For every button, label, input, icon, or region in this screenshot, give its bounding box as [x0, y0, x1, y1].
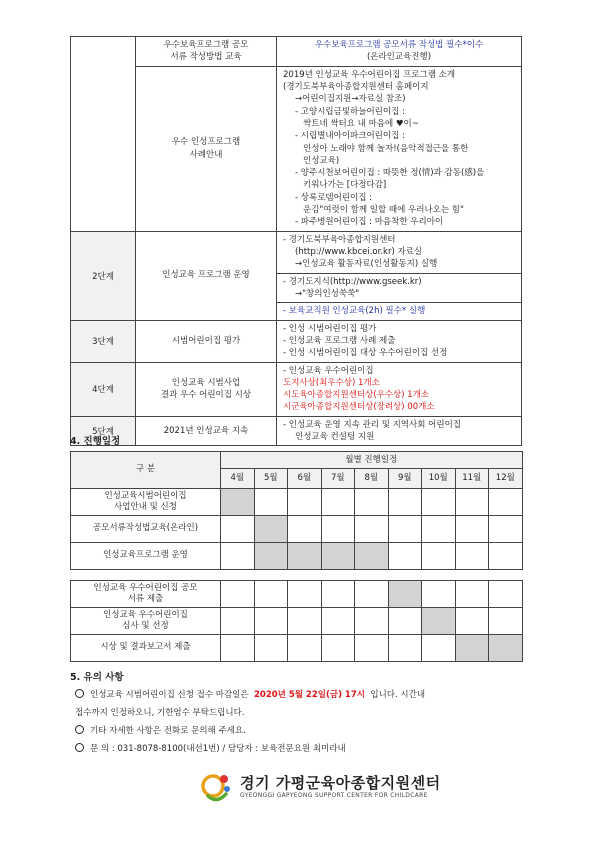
- stage-title-line: 시범어린이집 평가: [171, 335, 241, 346]
- schedule-month-cell: [489, 581, 523, 608]
- schedule-month-cell: [422, 581, 456, 608]
- schedule-row-label: [71, 608, 221, 635]
- desc-line: - 인성교육 프로그램 사례 제출: [283, 335, 396, 346]
- schedule-month-cell: [388, 608, 422, 635]
- schedule-label-line: 인성교육시범어린이집: [104, 490, 187, 501]
- schedule-month-cell: [288, 489, 322, 516]
- desc-line: - 보육교직원 인성교육(2h) 필수* 실행: [283, 306, 426, 317]
- schedule-month-cell: [221, 635, 255, 662]
- desc-line: 인성교육 컨설팅 지원: [295, 432, 375, 443]
- schedule-month-cell: [422, 635, 456, 662]
- stage-title-line: 결과 우수 어린이집 시상: [160, 390, 252, 401]
- schedule-month-cell: [388, 581, 422, 608]
- desc-line: 우수보육프로그램 공모서류 작성법 필수*이수: [314, 40, 484, 50]
- schedule-month-cell: [321, 635, 355, 662]
- stage-title-line: 서류 작성방법 교육: [170, 52, 242, 63]
- schedule-month-cell: [489, 489, 523, 516]
- stage-title-cell: [136, 320, 277, 362]
- org-name: 경기 가평군육아종합지원센터: [240, 774, 441, 792]
- stage-cell: 2단계: [71, 231, 136, 320]
- schedule-month-cell: [489, 635, 523, 662]
- schedule-row-label: [71, 543, 221, 570]
- schedule-row-label: [71, 516, 221, 543]
- schedule-gap-row: [71, 570, 523, 581]
- schedule-month-cell: [388, 516, 422, 543]
- program-row: [71, 320, 522, 362]
- note-item-deadline-cont: 접수까지 인정하오니, 기한엄수 부탁드립니다.: [75, 708, 245, 718]
- note-text: 입니다. 시간내: [370, 690, 426, 700]
- note-item-contact: [75, 722, 545, 740]
- schedule-month-cell: [455, 608, 489, 635]
- schedule-row-label: [71, 581, 221, 608]
- note-text: 기타 자세한 사항은 전화로 문의해 주세요.: [90, 726, 246, 736]
- stage-title-line: 우수보육프로그램 공모: [163, 40, 249, 50]
- program-row: [71, 66, 522, 231]
- note-text: 문 의 : 031-8078-8100(내선1번) / 담당자 : 보육전문요원 최미라내: [90, 744, 346, 754]
- schedule-month-cell: [422, 516, 456, 543]
- desc-line: - 경기도지식(http://www.gseek.kr): [283, 276, 422, 287]
- schedule-label-line: 인성교육 우수어린이집 공모: [93, 582, 198, 593]
- stage-title-cell: [136, 37, 277, 67]
- schedule-month-cell: [254, 608, 288, 635]
- stage-cell: 3단계: [71, 320, 136, 362]
- schedule-month-cell: [489, 608, 523, 635]
- desc-line: 시군육아종합지원센터상(장려상) 00개소: [283, 402, 435, 413]
- desc-line: 2019년 인성교육 우수어린이집 프로그램 소개: [283, 69, 456, 80]
- circle-bullet-icon: [75, 689, 84, 698]
- schedule-row: [71, 581, 523, 608]
- schedule-month-cell: [455, 489, 489, 516]
- program-row: [71, 362, 522, 416]
- desc-line: - 인성 시범어린이집 대상 우수어린이집 선정: [283, 348, 448, 359]
- schedule-month-cell: [422, 489, 456, 516]
- stage-title-line: 인성교육 프로그램 운영: [162, 270, 250, 281]
- schedule-month-cell: [489, 516, 523, 543]
- schedule-month-cell: [388, 635, 422, 662]
- schedule-label-line: 공모서류작성법교육(온라인): [92, 523, 199, 534]
- schedule-row-label: [71, 489, 221, 516]
- desc-line: - 인성 시범어린이집 평가: [283, 323, 377, 334]
- schedule-month-cell: [321, 516, 355, 543]
- desc-line: (http://www.kbcei.or.kr) 자료실: [295, 247, 423, 257]
- schedule-label-line: 인성교육 우수어린이집: [103, 609, 188, 620]
- schedule-month-cell: [355, 543, 389, 570]
- notes-heading: 5. 유의 사항: [70, 672, 124, 683]
- desc-line: - 상록로뎀어린이집 :: [295, 192, 373, 203]
- stage-cell: [71, 37, 136, 67]
- stage-title-cell: [136, 416, 277, 446]
- desc-line: 운김"여럿이 함께 일할 때에 우러나오는 힘": [303, 205, 464, 216]
- schedule-table: [70, 451, 523, 662]
- stage-desc-cell: [277, 416, 522, 446]
- schedule-month-cell: [221, 489, 255, 516]
- schedule-month-cell: [221, 581, 255, 608]
- month-header: 10월: [422, 469, 456, 489]
- schedule-heading: 4. 진행일정: [70, 436, 121, 447]
- stage-title-line: 사례안내: [189, 149, 223, 160]
- desc-line: - 파주병원어린이집 : 마음착한 우리아이: [295, 217, 444, 228]
- month-header: 7월: [321, 469, 355, 489]
- desc-line: 인성교육): [303, 155, 340, 166]
- schedule-month-cell: [254, 581, 288, 608]
- schedule-month-cell: [489, 543, 523, 570]
- stage-cell: 5단계: [71, 416, 136, 446]
- desc-line: - 양주시천보어린이집 : 따뜻한 정(情)과 감동(感)을: [295, 168, 485, 179]
- org-name-en: GYEONGGI GAPYEONG SUPPORT CENTER FOR CHILDCARE: [240, 792, 428, 799]
- desc-line: (경기도북부육아종합지원센터 홈페이지: [283, 81, 429, 92]
- schedule-month-cell: [355, 581, 389, 608]
- stage-desc-cell: [277, 320, 522, 362]
- circle-bullet-icon: [75, 743, 84, 752]
- notes-section: [75, 686, 545, 758]
- deadline-text: 2020년 5월 22일(금) 17시: [254, 690, 365, 700]
- month-header: 9월: [388, 469, 422, 489]
- stage-desc-cell: [277, 362, 522, 416]
- month-header: 11월: [455, 469, 489, 489]
- desc-line: 도지사상(최우수상) 1개소: [283, 377, 380, 388]
- schedule-label-line: 심사 및 선정: [122, 621, 169, 631]
- schedule-row: [71, 543, 523, 570]
- schedule-month-cell: [388, 489, 422, 516]
- desc-line: (온라인교육진행): [366, 52, 432, 63]
- schedule-month-cell: [422, 608, 456, 635]
- schedule-month-cell: [388, 543, 422, 570]
- schedule-row: [71, 635, 523, 662]
- schedule-month-cell: [355, 489, 389, 516]
- desc-line: - 고양시립금빛하늘어린이집 :: [295, 106, 405, 117]
- month-header: 4월: [221, 469, 255, 489]
- schedule-month-cell: [455, 635, 489, 662]
- schedule-month-cell: [321, 581, 355, 608]
- program-row: [71, 37, 522, 67]
- desc-line: 싹트네 싹터요 내 마음에 ♥이~: [303, 118, 419, 129]
- note-item-deadline: [75, 686, 545, 704]
- schedule-month-cell: [221, 543, 255, 570]
- program-row: [71, 231, 522, 320]
- schedule-month-cell: [422, 543, 456, 570]
- schedule-col-header: 구 분: [71, 452, 221, 489]
- desc-line: →"창의인성쑥쑥": [295, 288, 360, 299]
- schedule-label-line: 서류 제출: [127, 594, 164, 604]
- schedule-month-cell: [321, 543, 355, 570]
- schedule-row: [71, 516, 523, 543]
- schedule-month-cell: [455, 516, 489, 543]
- stage-desc-cell: [277, 231, 522, 320]
- schedule-month-cell: [288, 516, 322, 543]
- program-row: [71, 416, 522, 446]
- stage-title-cell: [136, 66, 277, 231]
- schedule-month-cell: [254, 516, 288, 543]
- stage-title-cell: [136, 231, 277, 320]
- stage-cell: [71, 66, 136, 231]
- schedule-month-cell: [355, 516, 389, 543]
- month-header: 12월: [489, 469, 523, 489]
- stage-title-line: 우수 인성프로그램: [171, 137, 241, 148]
- desc-line: →어린이집지원→자료실 참조): [295, 94, 406, 105]
- schedule-month-cell: [221, 516, 255, 543]
- center-logo-icon: [200, 770, 234, 804]
- schedule-row-label: [71, 635, 221, 662]
- schedule-row: [71, 489, 523, 516]
- desc-line: - 경기도북부육아종합지원센터: [283, 234, 396, 245]
- schedule-label-line: 시상 및 결과보고서 제출: [100, 642, 191, 653]
- schedule-month-cell: [288, 581, 322, 608]
- schedule-month-cell: [288, 608, 322, 635]
- desc-line: →인성교육 활동자료(인성활동지) 실행: [295, 259, 438, 270]
- schedule-header-row: [71, 452, 523, 469]
- schedule-month-cell: [254, 635, 288, 662]
- stage-cell: 4단계: [71, 362, 136, 416]
- note-text: 인성교육 시범어린이집 신청 접수 마감일은: [90, 690, 249, 700]
- stage-title-cell: [136, 362, 277, 416]
- month-header: 5월: [254, 469, 288, 489]
- schedule-month-cell: [254, 489, 288, 516]
- schedule-month-cell: [288, 635, 322, 662]
- schedule-row: [71, 608, 523, 635]
- schedule-month-cell: [321, 608, 355, 635]
- desc-line: - 시립별내아이파크어린이집 :: [295, 131, 405, 142]
- stage-desc-cell: [277, 37, 522, 67]
- circle-bullet-icon: [75, 725, 84, 734]
- schedule-month-cell: [221, 608, 255, 635]
- schedule-month-cell: [355, 635, 389, 662]
- desc-divider: [277, 302, 521, 303]
- schedule-month-cell: [355, 608, 389, 635]
- program-stage-table: [70, 36, 522, 446]
- month-header: 6월: [288, 469, 322, 489]
- stage-desc-cell: [277, 66, 522, 231]
- month-header: 8월: [355, 469, 389, 489]
- schedule-month-cell: [321, 489, 355, 516]
- schedule-months-header: 월별 진행일정: [221, 452, 523, 469]
- desc-line: - 인성교육 운영 지속 관리 및 지역사회 어린이집: [283, 419, 461, 430]
- desc-line: - 인성교육 우수어린이집: [283, 365, 374, 376]
- schedule-label-line: 사업안내 및 신청: [114, 502, 177, 512]
- schedule-month-cell: [254, 543, 288, 570]
- desc-line: 시도육아종합지원센터상(우수상) 1개소: [283, 390, 430, 401]
- desc-line: 키워나가는 [다정다감]: [303, 180, 387, 191]
- schedule-month-cell: [455, 581, 489, 608]
- schedule-label-line: 인성교육프로그램 운영: [103, 550, 188, 561]
- schedule-month-cell: [288, 543, 322, 570]
- stage-title-line: 2021년 인성교육 지속: [163, 425, 249, 436]
- note-item-inquiry: [75, 740, 545, 758]
- stage-title-line: 인성교육 시범사업: [171, 377, 241, 388]
- desc-divider: [277, 273, 521, 274]
- desc-line: 인성아 노래야 함께 놀자!(음악적접근을 통한: [303, 143, 469, 154]
- schedule-month-cell: [455, 543, 489, 570]
